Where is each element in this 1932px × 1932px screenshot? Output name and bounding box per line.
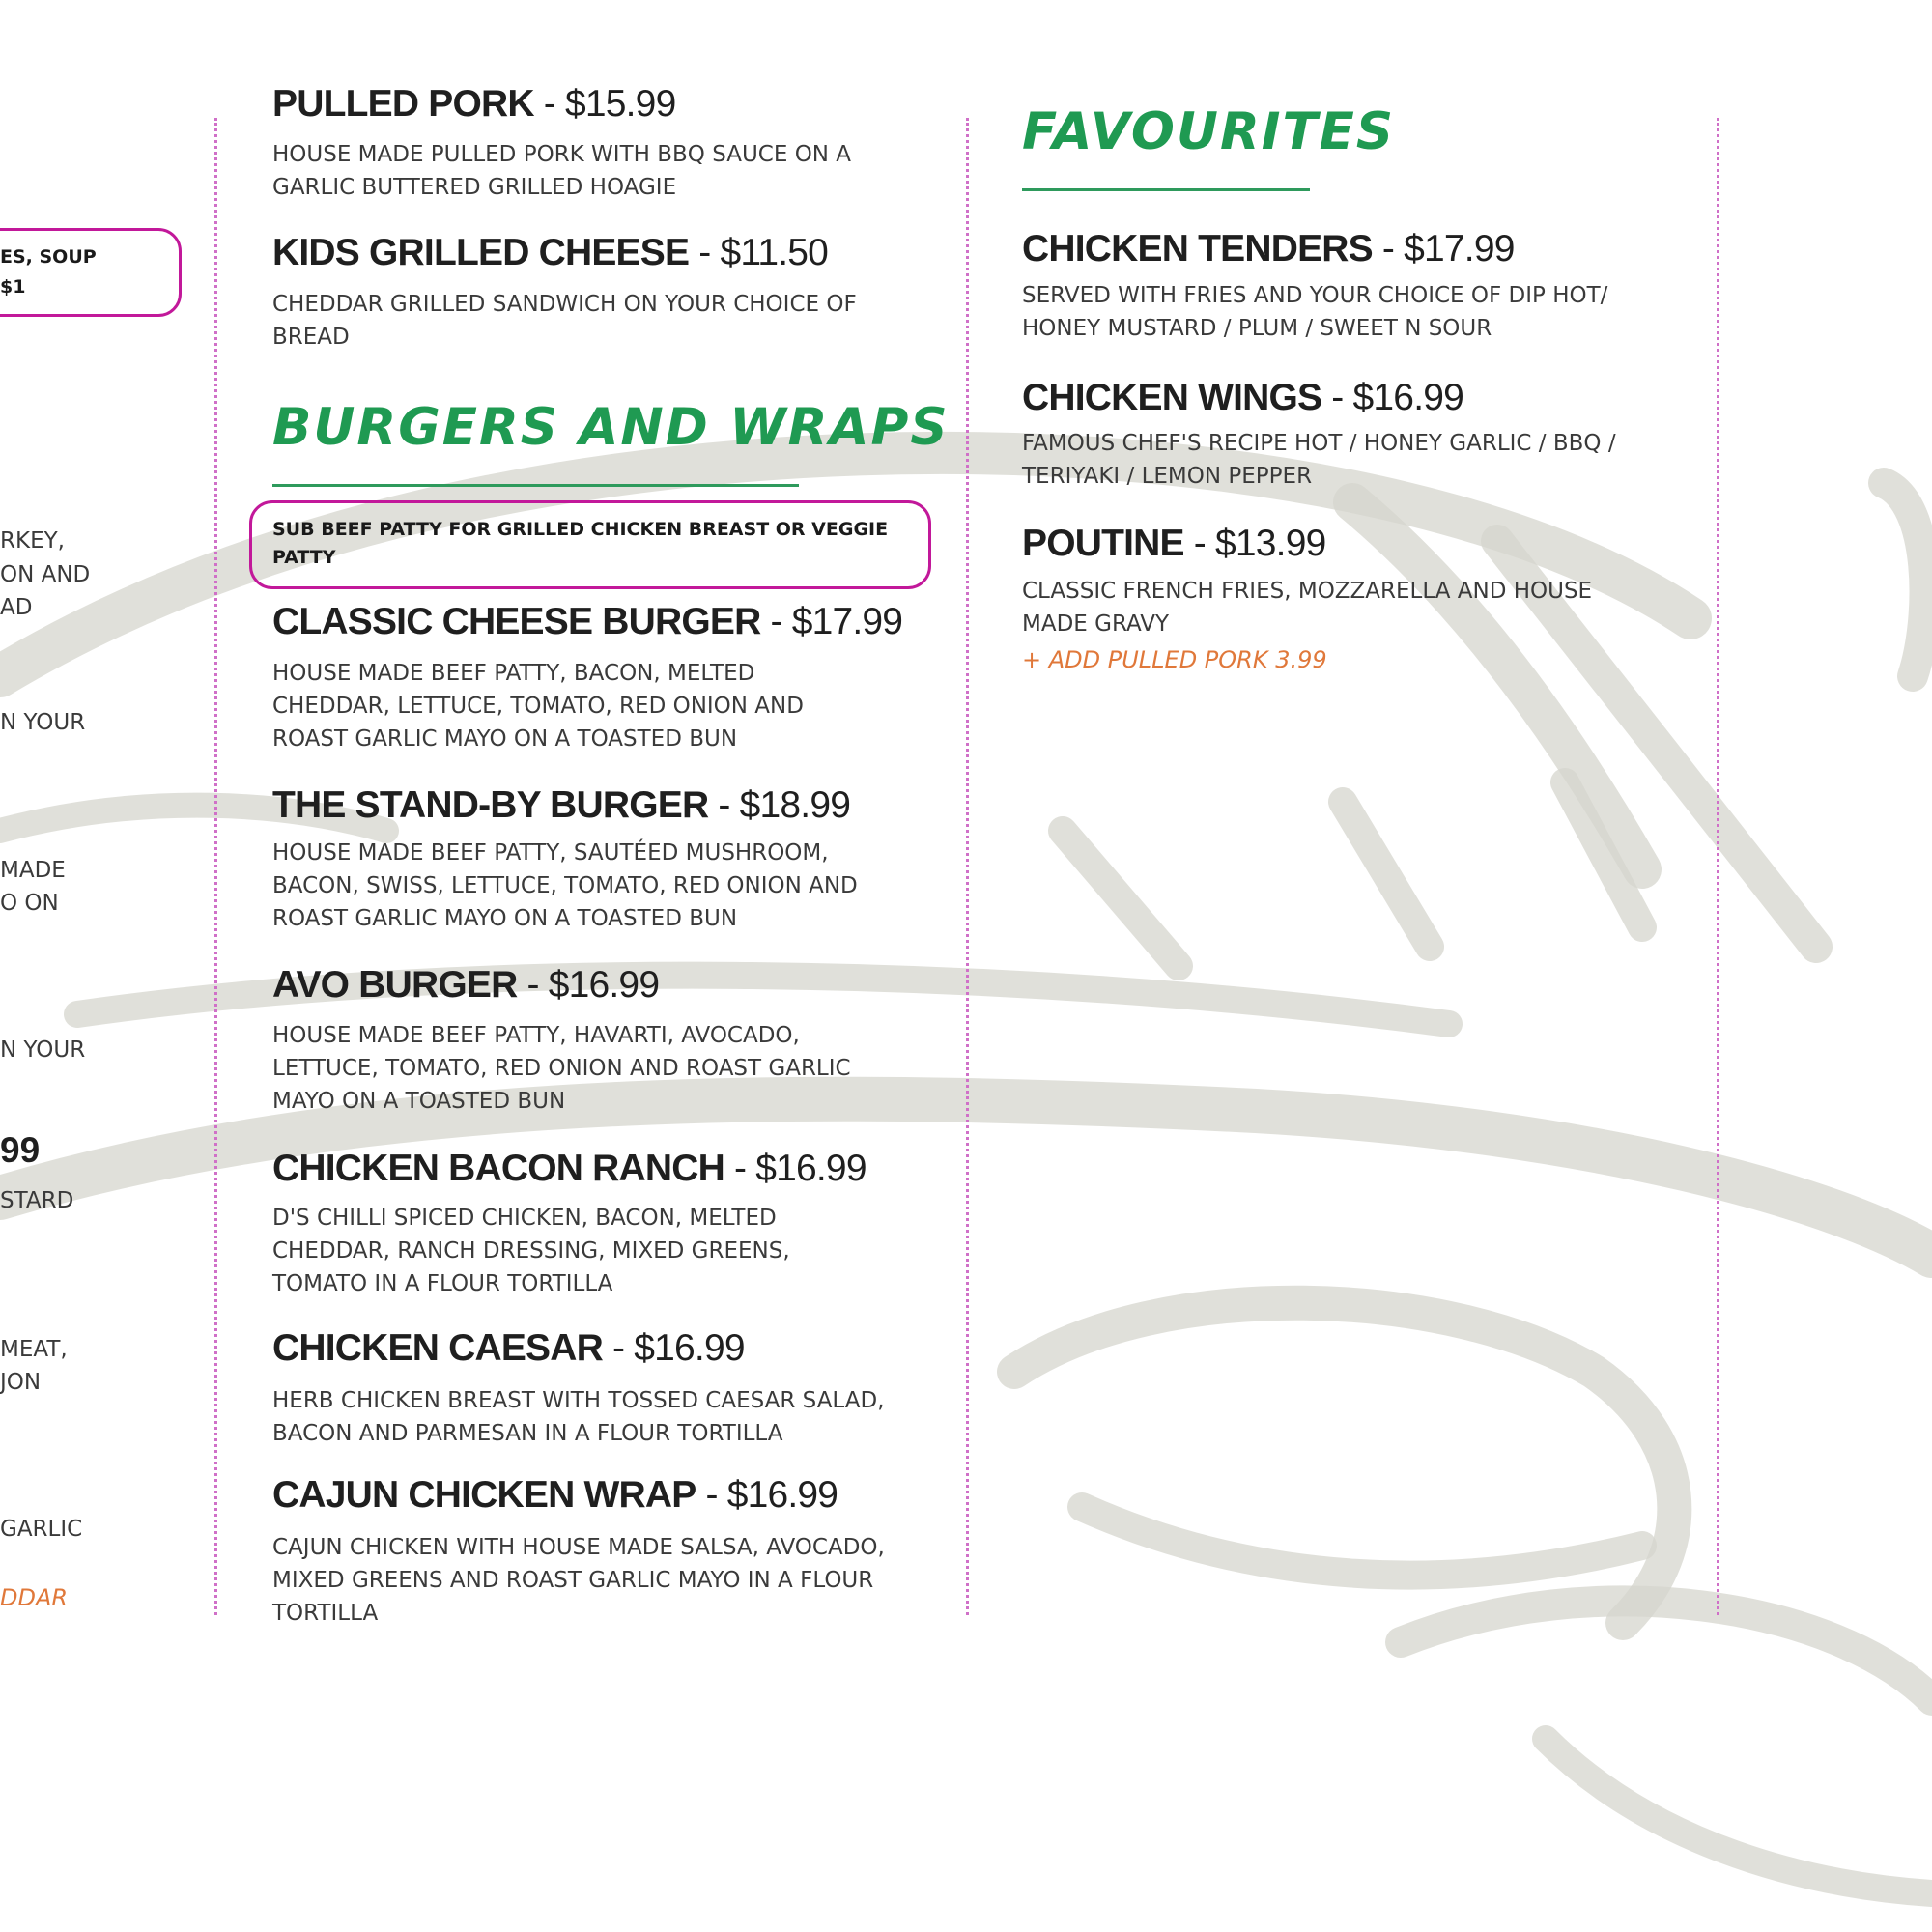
left-fragment: ON AND xyxy=(0,562,91,587)
left-fragment: STARD xyxy=(0,1188,74,1213)
item-name: CHICKEN WINGS xyxy=(1022,377,1322,418)
item-desc: HERB CHICKEN BREAST WITH TOSSED CAESAR SALAD, BACON AND PARMESAN IN A FLOUR TORTILLA xyxy=(272,1388,885,1446)
item-name: POUTINE xyxy=(1022,523,1184,564)
item-price: - $13.99 xyxy=(1183,523,1326,564)
left-fragment: N YOUR xyxy=(0,710,86,735)
left-fragment: ES, SOUP xyxy=(0,246,97,268)
item-price: - $11.50 xyxy=(689,232,829,273)
item-name: CHICKEN BACON RANCH xyxy=(272,1148,724,1189)
item-desc: HOUSE MADE BEEF PATTY, BACON, MELTED CHEDDAR, LETTUCE, TOMATO, RED ONION AND ROAST GARLIC MAYO ON A TOASTED BUN xyxy=(272,661,804,752)
item-title-cajun-chicken-wrap xyxy=(272,1474,838,1517)
column-divider xyxy=(214,118,217,1615)
item-price: - $18.99 xyxy=(708,784,851,826)
item-desc: SERVED WITH FRIES AND YOUR CHOICE OF DIP HOT/ HONEY MUSTARD / PLUM / SWEET N SOUR xyxy=(1022,283,1608,341)
item-title-avo-burger xyxy=(272,964,659,1007)
item-desc: D'S CHILLI SPICED CHICKEN, BACON, MELTED CHEDDAR, RANCH DRESSING, MIXED GREENS, TOMATO IN A FLOUR TORTILLA xyxy=(272,1206,790,1296)
item-price: - $16.99 xyxy=(1321,377,1464,418)
left-fragment: MADE xyxy=(0,858,66,883)
column-divider xyxy=(966,118,969,1615)
item-name: CAJUN CHICKEN WRAP xyxy=(272,1474,696,1516)
item-desc: HOUSE MADE BEEF PATTY, SAUTÉED MUSHROOM, BACON, SWISS, LETTUCE, TOMATO, RED ONION AND ROAST GARLIC MAYO ON A TOASTED BUN xyxy=(272,840,858,931)
item-title-classic-cheese-burger xyxy=(272,601,902,643)
left-fragment: GARLIC xyxy=(0,1517,83,1542)
item-desc: HOUSE MADE BEEF PATTY, HAVARTI, AVOCADO, LETTUCE, TOMATO, RED ONION AND ROAST GARLIC MAYO ON A TOASTED BUN xyxy=(272,1023,851,1114)
item-name: PULLED PORK xyxy=(272,83,534,125)
section-underline xyxy=(272,484,799,487)
section-underline xyxy=(1022,188,1310,191)
item-name: AVO BURGER xyxy=(272,964,518,1006)
item-desc: CHEDDAR GRILLED SANDWICH ON YOUR CHOICE OF BREAD xyxy=(272,292,857,350)
left-fragment: RKEY, xyxy=(0,528,65,554)
left-fragment: 99 xyxy=(0,1130,41,1170)
note-sub-patty: SUB BEEF PATTY FOR GRILLED CHICKEN BREAST OR VEGGIE PATTY xyxy=(272,519,889,568)
left-fragment: JON xyxy=(0,1370,42,1395)
item-title-chicken-wings xyxy=(1022,377,1463,419)
section-title-favourites: FAVOURITES xyxy=(1022,102,1396,161)
left-fragment: O ON xyxy=(0,891,59,916)
item-price: - $17.99 xyxy=(1372,228,1515,270)
item-price: - $15.99 xyxy=(533,83,676,125)
addon-pulled-pork: + ADD PULLED PORK 3.99 xyxy=(1022,646,1327,673)
item-name: CHICKEN CAESAR xyxy=(272,1327,603,1369)
item-name: CLASSIC CHEESE BURGER xyxy=(272,601,761,642)
left-fragment: DDAR xyxy=(0,1584,69,1611)
item-name: KIDS GRILLED CHEESE xyxy=(272,232,690,273)
item-desc: FAMOUS CHEF'S RECIPE HOT / HONEY GARLIC / BBQ / TERIYAKI / LEMON PEPPER xyxy=(1022,431,1616,489)
item-price: - $16.99 xyxy=(696,1474,838,1516)
left-fragment: N YOUR xyxy=(0,1037,86,1063)
item-title-kids-grilled-cheese xyxy=(272,232,828,274)
item-name: CHICKEN TENDERS xyxy=(1022,228,1373,270)
item-title-chicken-caesar xyxy=(272,1327,745,1370)
item-price: - $17.99 xyxy=(760,601,903,642)
item-desc: CLASSIC FRENCH FRIES, MOZZARELLA AND HOUSE MADE GRAVY xyxy=(1022,579,1593,637)
left-fragment: AD xyxy=(0,595,33,620)
item-price: - $16.99 xyxy=(603,1327,745,1369)
column-divider xyxy=(1717,118,1719,1615)
item-price: - $16.99 xyxy=(517,964,660,1006)
item-name: THE STAND-BY BURGER xyxy=(272,784,709,826)
item-title-stand-by-burger xyxy=(272,784,850,827)
item-desc: CAJUN CHICKEN WITH HOUSE MADE SALSA, AVOCADO, MIXED GREENS AND ROAST GARLIC MAYO IN A FLOUR TORTILLA xyxy=(272,1535,885,1626)
note-box-partial xyxy=(0,228,182,317)
item-title-chicken-tenders xyxy=(1022,228,1515,270)
item-title-pulled-pork xyxy=(272,83,675,126)
item-price: - $16.99 xyxy=(724,1148,867,1189)
left-fragment: MEAT, xyxy=(0,1337,68,1362)
left-fragment: $1 xyxy=(0,276,26,298)
item-title-chicken-bacon-ranch xyxy=(272,1148,867,1190)
section-title-burgers-and-wraps: BURGERS AND WRAPS xyxy=(272,398,950,457)
item-title-poutine xyxy=(1022,523,1326,565)
item-desc: HOUSE MADE PULLED PORK WITH BBQ SAUCE ON A GARLIC BUTTERED GRILLED HOAGIE xyxy=(272,142,852,200)
